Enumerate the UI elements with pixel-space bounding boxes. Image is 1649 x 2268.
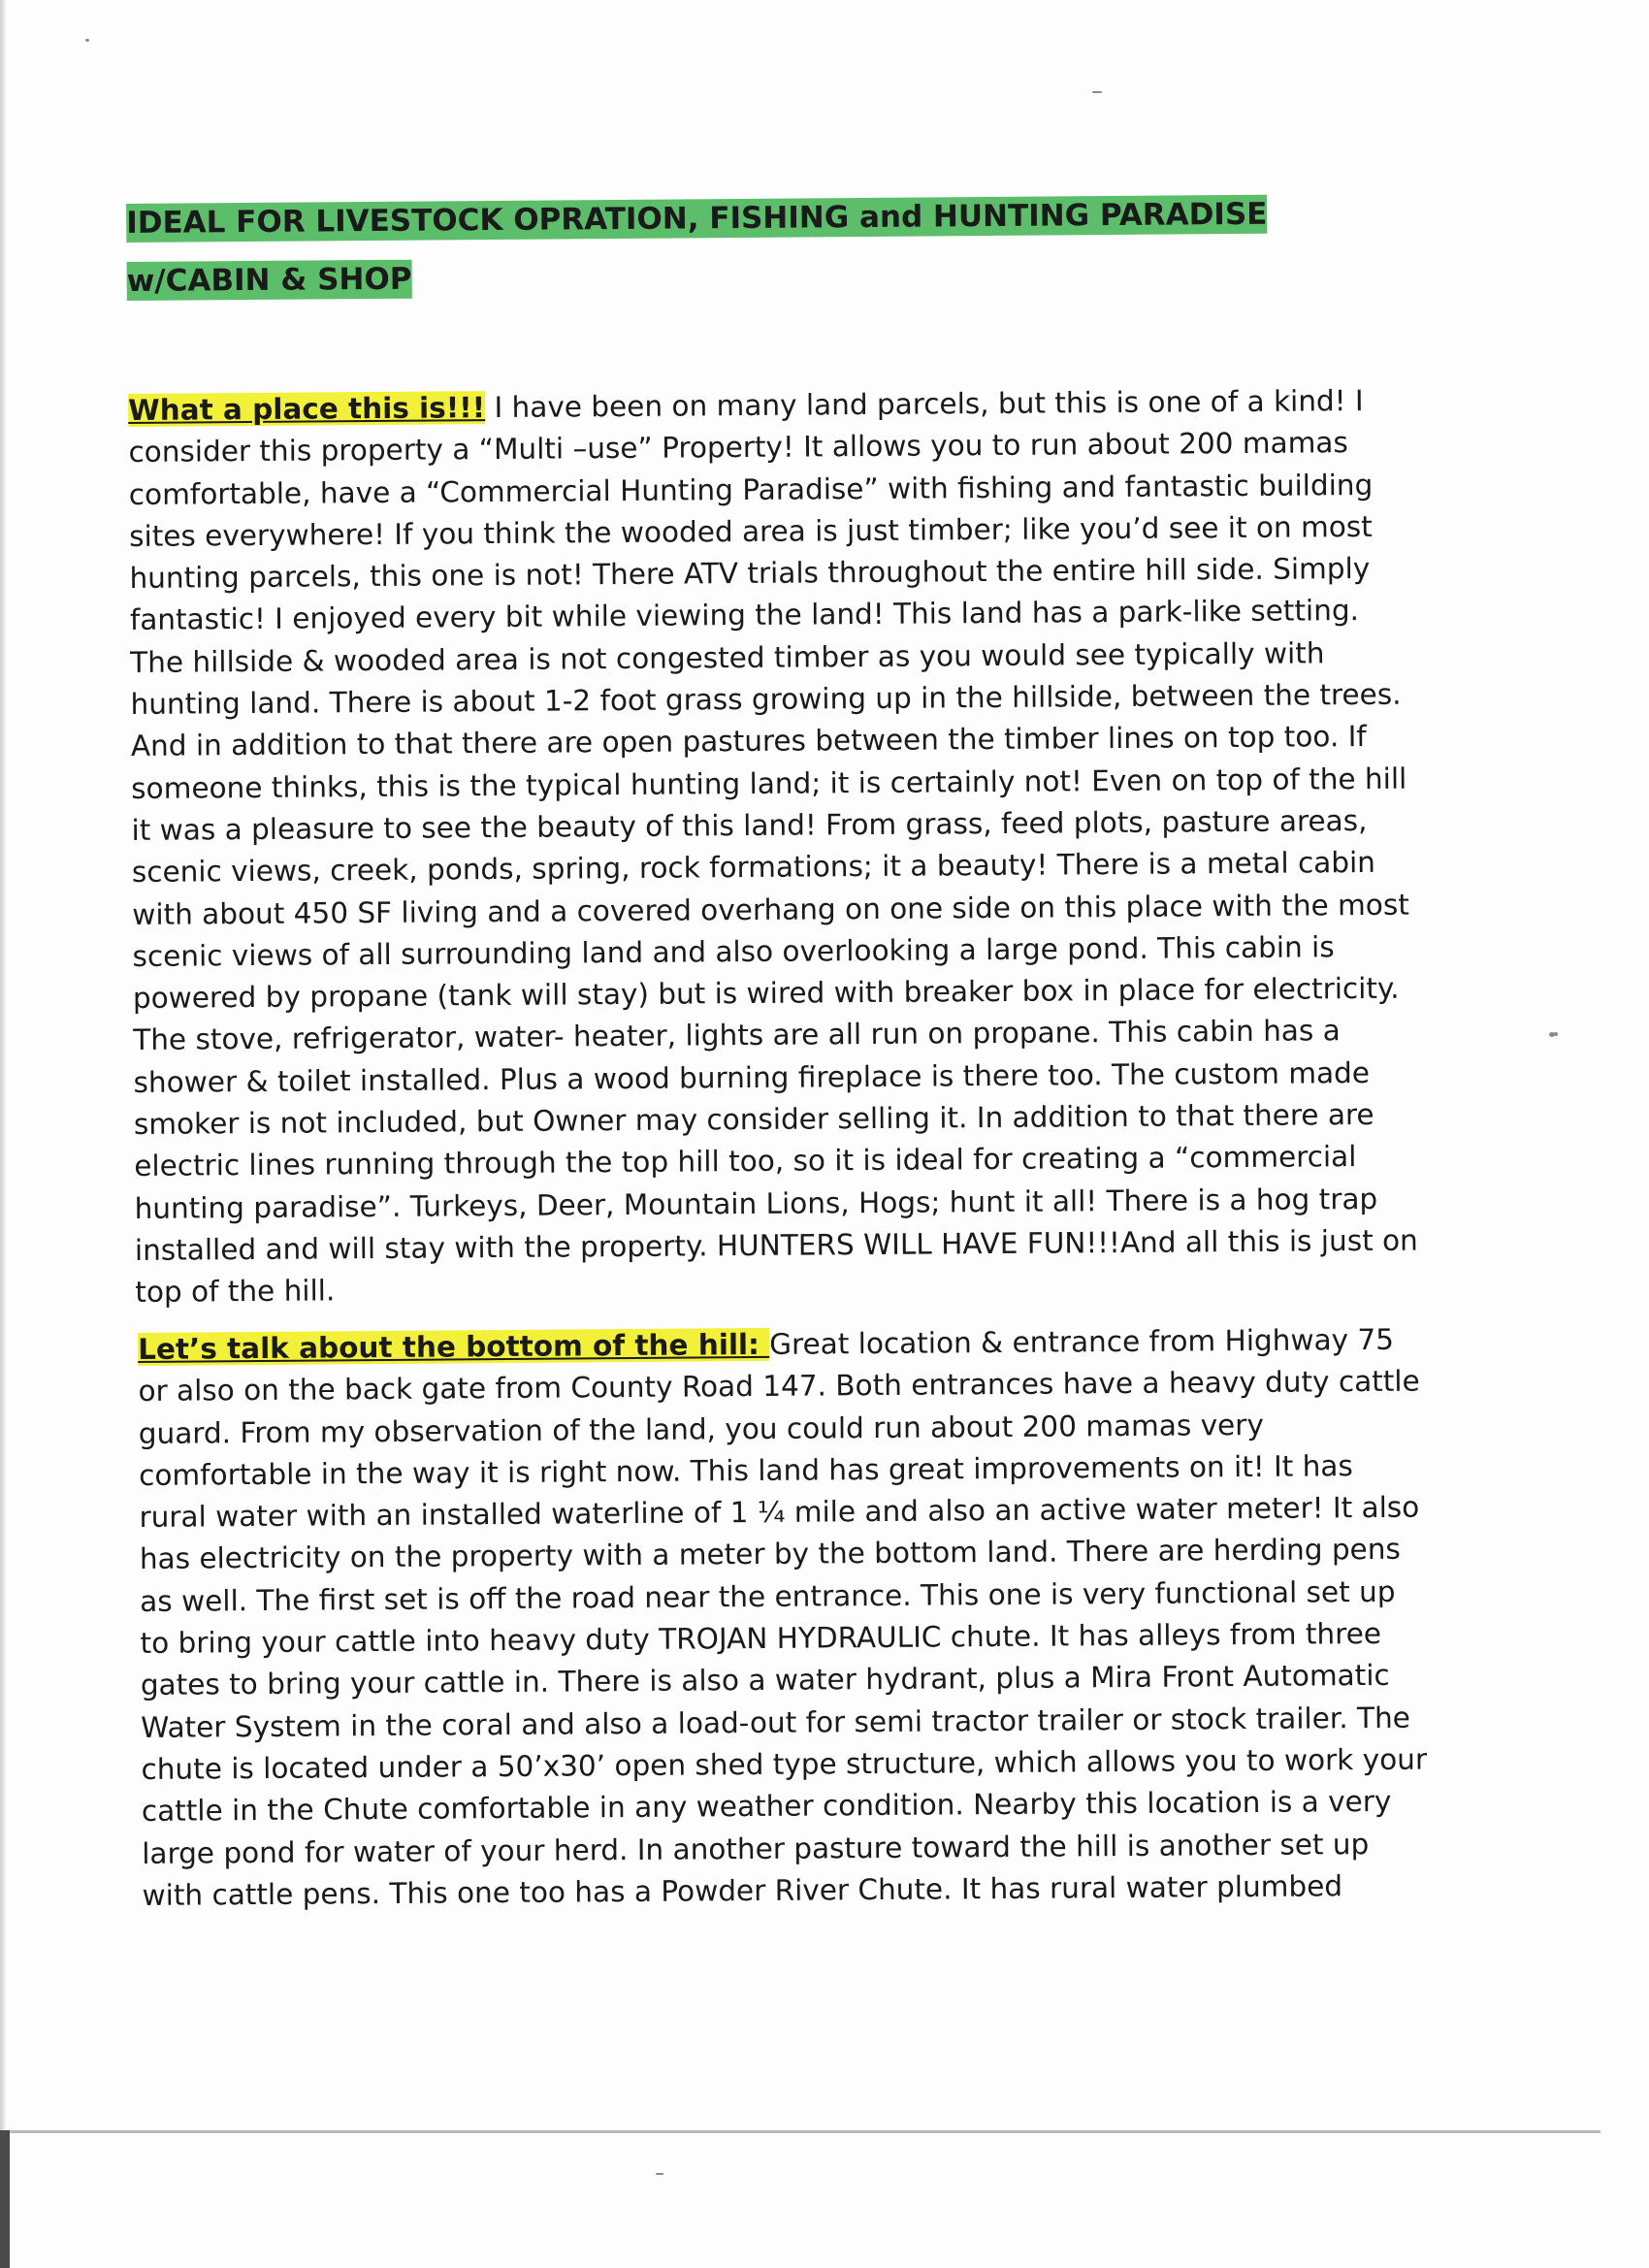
title-text: IDEAL FOR LIVESTOCK OPRATION, FISHING and HUNTING PARADISE w/CABIN & SHOP — [126, 196, 1268, 299]
scan-speck — [1549, 1032, 1555, 1037]
paragraph-body: I have been on many land parcels, but this is one of a kind! I consider this property a “Multi –use” Property! It allows you to run about 200 mamas comfortable, have a “Commercial Hunting Paradise” with fishing and fantastic building sites everywhere! If you think the wooded area is just timber; like you’d see it on most hunting parcels, this one is not! There ATV trials throughout the entire hill side. Simply fantastic! I enjoyed every bit while viewing the land! This land has a park-like setting. The hillside & wooded area is not congested timber as you would see typically with hunting land. There is about 1-2 foot grass growing up in the hillside, between the trees. And in addition to that there are open pastures between the timber lines on top too. If someone thinks, this is the typical hunting land; it is certainly not! Even on top of the hill it was a pleasure to see the beauty of this land! From grass, feed plots, pasture areas, scenic views, creek, ponds, spring, rock formations; it a beauty! There is a metal cabin with about 450 SF living and a covered overhang on one side on this place with the most scenic views of all surrounding land and also overlooking a large pond. This cabin is powered by propane (tank will stay) but is wired with breaker box in place for electricity. The stove, refrigerator, water- heater, lights are all run on propane. This cabin has a shower & toilet installed. Plus a wood burning fireplace is there too. The custom made smoker is not included, but Owner may consider selling it. In addition to that there are electric lines running through the top hill too, so it is ideal for creating a “commercial hunting paradise”. Turkeys, Deer, Mountain Lions, Hogs; hunt it all! There is a hog trap installed and will stay with the property. HUNTERS WILL HAVE FUN!!!And all this is just on top of the hill. — [128, 383, 1418, 1310]
paragraph-bottom-of-hill — [138, 1319, 1433, 1918]
scan-artifact-line — [0, 2130, 1600, 2133]
paragraph-lead: What a place this is!!! — [128, 391, 486, 427]
scan-speck — [656, 2173, 663, 2175]
scan-speck — [85, 39, 89, 42]
paragraph-body: Great location & entrance from Highway 75 or also on the back gate from County Road 147. Both entrances have a heavy duty cattle guard. From my observation of the land, you could run about 200 mamas very comfortable in the way it is right now. This land has great improvements on it! It has rural water with an installed waterline of 1 ¼ mile and also an active water meter! It also has electricity on the property with a meter by the bottom land. There are herding pens as well. The first set is off the road near the entrance. This one is very functional set up to bring your cattle into heavy duty TROJAN HYDRAULIC chute. It has alleys from three gates to bring your cattle in. There is also a water hydrant, plus a Mira Front Automatic Water System in the coral and also a load-out for semi tractor trailer or stock trailer. The chute is located under a 50’x30’ open shed type structure, which allows you to work your cattle in the Chute comfortable in any weather condition. Nearby this location is a very large pond for water of your herd. In another pasture toward the hill is another set up with cattle pens. This one too has a Powder River Chute. It has rural water plumbed — [138, 1322, 1428, 1912]
scan-speck — [1092, 91, 1102, 93]
paragraph-lead: Let’s talk about the bottom of the hill: — [138, 1327, 770, 1366]
paragraph-top-of-hill — [128, 380, 1425, 1314]
scan-artifact-corner — [0, 2130, 10, 2268]
scan-edge — [0, 0, 6, 2268]
document-title — [126, 184, 1369, 310]
